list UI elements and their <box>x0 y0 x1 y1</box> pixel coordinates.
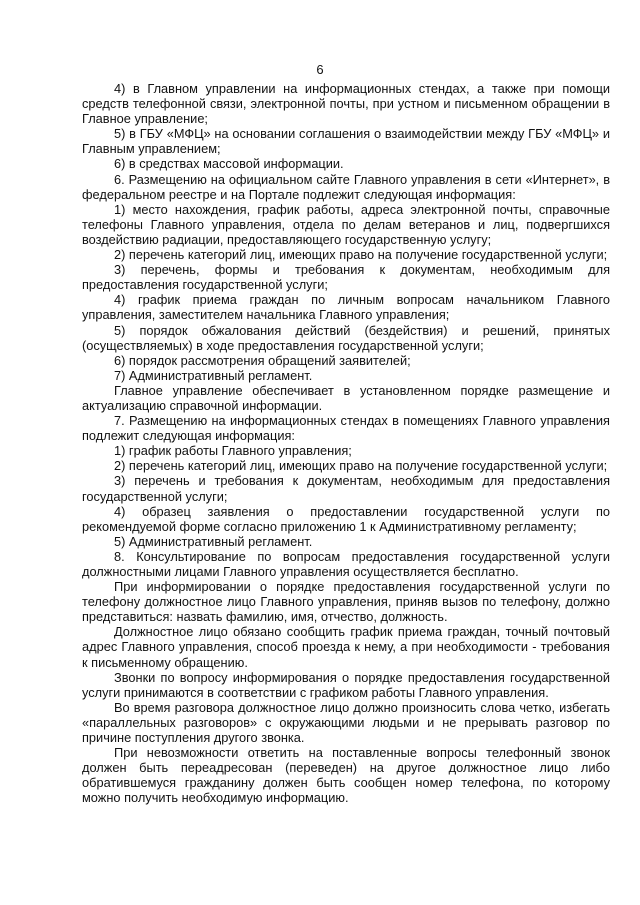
paragraph-item-6: 6) в средствах массовой информации. <box>114 156 344 172</box>
paragraph-item-3: 3) перечень, формы и требования к документам, необходимым для предоставления государственной услуги; <box>82 262 610 293</box>
paragraph-item-5c: 5) Административный регламент. <box>114 533 313 549</box>
paragraph-item-5: 5) в ГБУ «МФЦ» на основании соглашения о взаимодействии между ГБУ «МФЦ» и Главным управлением; <box>82 126 610 157</box>
paragraph-item-6b: 6) порядок рассмотрения обращений заявителей; <box>114 352 411 368</box>
paragraph-item-1c: 1) график работы Главного управления; <box>114 443 352 459</box>
paragraph-item-2: 2) перечень категорий лиц, имеющих право на получение государственной услуги; <box>114 247 608 263</box>
paragraph-item-1: 1) место нахождения, график работы, адреса электронной почты, справочные телефоны Главного управления, отдела по делам ветеранов и лиц, подвергшихся воздействию радиации, предоставляющего государственную услугу; <box>82 201 610 247</box>
paragraph-redirect: При невозможности ответить на поставленные вопросы телефонный звонок должен быть переадресован (переведен) на другое должностное лицо либо обратившемуся гражданину должен быть сообщен номер телефона, по которому можно получить необходимую информацию. <box>82 745 610 806</box>
section-7-heading: 7. Размещению на информационных стендах в помещениях Главного управления подлежит следующая информация: <box>82 413 610 444</box>
paragraph-item-2c: 2) перечень категорий лиц, имеющих право на получение государственной услуги; <box>114 458 608 474</box>
paragraph-item-7: 7) Административный регламент. <box>114 367 313 383</box>
paragraph-official-duty: Должностное лицо обязано сообщить график приема граждан, точный почтовый адрес Главного управления, способ проезда к нему, а при необходимости - требования к письменному обращению. <box>82 624 610 670</box>
paragraph-update-info: Главное управление обеспечивает в установленном порядке размещение и актуализацию справочной информации. <box>82 382 610 413</box>
document-body <box>82 81 610 806</box>
paragraph-item-4: 4) в Главном управлении на информационных стендах, а также при помощи средств телефонной связи, электронной почты, при устном и письменном обращении в Главное управление; <box>82 81 610 127</box>
section-8-heading: 8. Консультирование по вопросам предоставления государственной услуги должностными лицами Главного управления осуществляется бесплатно. <box>82 548 610 579</box>
paragraph-phone-info: При информировании о порядке предоставления государственной услуги по телефону должностное лицо Главного управления, приняв вызов по телефону, должно представиться: назвать фамилию, имя, отчество, должность. <box>82 579 610 625</box>
paragraph-calls: Звонки по вопросу информирования о порядке предоставления государственной услуги принимаются в соответствии с графиком работы Главного управления. <box>82 669 610 700</box>
paragraph-item-5b: 5) порядок обжалования действий (бездействия) и решений, принятых (осуществляемых) в ходе предоставления государственной услуги; <box>82 322 610 353</box>
page-number: 6 <box>316 62 324 77</box>
paragraph-conversation: Во время разговора должностное лицо должно произносить слова четко, избегать «параллельных разговоров» с окружающими людьми и не прерывать разговор по причине поступления другого звонка. <box>82 699 610 746</box>
paragraph-item-4b: 4) график приема граждан по личным вопросам начальником Главного управления, заместителем начальника Главного управления; <box>82 292 610 323</box>
section-6-heading: 6. Размещению на официальном сайте Главного управления в сети «Интернет», в федеральном реестре и на Портале подлежит следующая информация: <box>82 171 610 202</box>
paragraph-item-4c: 4) образец заявления о предоставлении государственной услуги по рекомендуемой форме согласно приложению 1 к Административному регламенту; <box>82 503 610 534</box>
paragraph-item-3c: 3) перечень и требования к документам, необходимым для предоставления государственной услуги; <box>82 473 610 504</box>
